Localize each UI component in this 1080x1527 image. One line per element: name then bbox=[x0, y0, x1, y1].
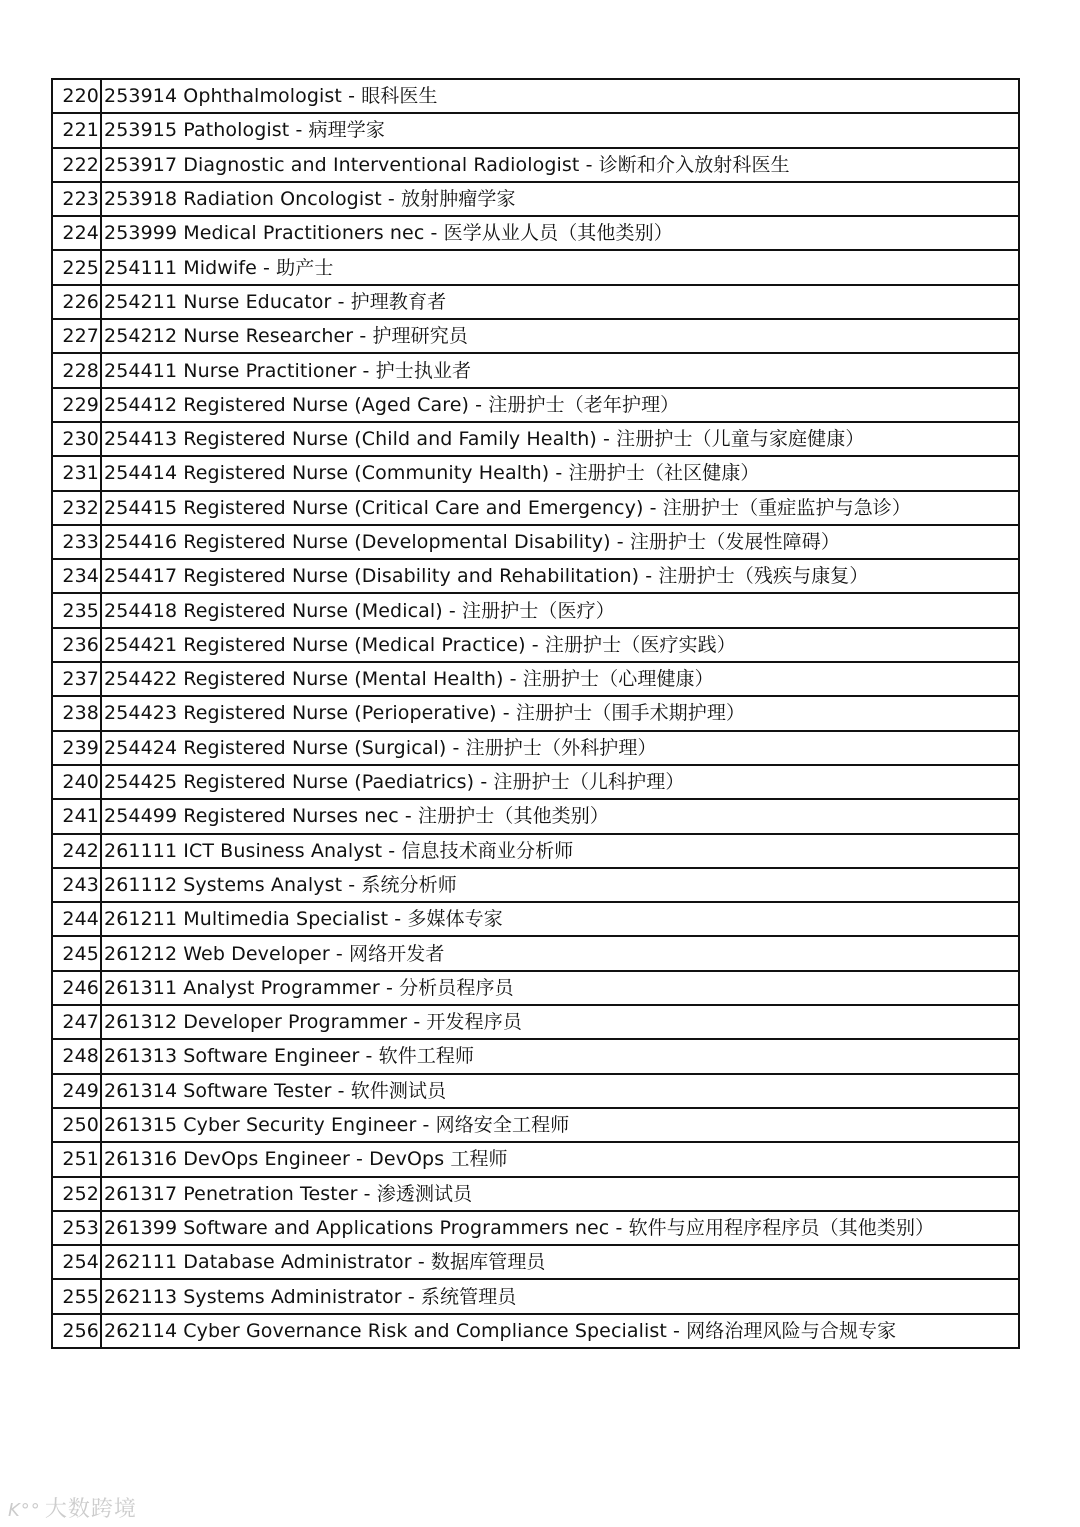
table-row bbox=[52, 216, 1019, 250]
table-row bbox=[52, 765, 1019, 799]
row-number: 253 bbox=[52, 1211, 101, 1245]
row-number: 233 bbox=[52, 525, 101, 559]
row-number: 242 bbox=[52, 834, 101, 868]
row-number: 220 bbox=[52, 79, 101, 113]
row-number: 248 bbox=[52, 1039, 101, 1073]
occupation-cell: 254413 Registered Nurse (Child and Family Health) - 注册护士（儿童与家庭健康） bbox=[101, 422, 1019, 456]
table-row bbox=[52, 1245, 1019, 1279]
occupation-cell: 254425 Registered Nurse (Paediatrics) - 注册护士（儿科护理） bbox=[101, 765, 1019, 799]
row-number: 245 bbox=[52, 936, 101, 970]
occupation-cell: 253915 Pathologist - 病理学家 bbox=[101, 113, 1019, 147]
occupation-cell: 262114 Cyber Governance Risk and Compliance Specialist - 网络治理风险与合规专家 bbox=[101, 1314, 1019, 1348]
row-number: 241 bbox=[52, 799, 101, 833]
occupation-cell: 261315 Cyber Security Engineer - 网络安全工程师 bbox=[101, 1108, 1019, 1142]
occupation-cell: 253999 Medical Practitioners nec - 医学从业人员（其他类别） bbox=[101, 216, 1019, 250]
table-row bbox=[52, 148, 1019, 182]
occupation-cell: 253914 Ophthalmologist - 眼科医生 bbox=[101, 79, 1019, 113]
table-row bbox=[52, 834, 1019, 868]
occupation-cell: 254411 Nurse Practitioner - 护士执业者 bbox=[101, 353, 1019, 387]
table-row bbox=[52, 1005, 1019, 1039]
occupation-cell: 261311 Analyst Programmer - 分析员程序员 bbox=[101, 971, 1019, 1005]
table-row bbox=[52, 662, 1019, 696]
table-row bbox=[52, 559, 1019, 593]
occupation-cell: 261399 Software and Applications Programmers nec - 软件与应用程序程序员（其他类别） bbox=[101, 1211, 1019, 1245]
table-row bbox=[52, 319, 1019, 353]
table-row bbox=[52, 902, 1019, 936]
occupation-cell: 254211 Nurse Educator - 护理教育者 bbox=[101, 285, 1019, 319]
row-number: 222 bbox=[52, 148, 101, 182]
table-row bbox=[52, 1142, 1019, 1176]
table-row bbox=[52, 628, 1019, 662]
row-number: 243 bbox=[52, 868, 101, 902]
row-number: 237 bbox=[52, 662, 101, 696]
table-row bbox=[52, 182, 1019, 216]
row-number: 229 bbox=[52, 388, 101, 422]
row-number: 249 bbox=[52, 1074, 101, 1108]
row-number: 231 bbox=[52, 456, 101, 490]
row-number: 251 bbox=[52, 1142, 101, 1176]
row-number: 250 bbox=[52, 1108, 101, 1142]
occupation-cell: 261212 Web Developer - 网络开发者 bbox=[101, 936, 1019, 970]
table-row bbox=[52, 388, 1019, 422]
row-number: 226 bbox=[52, 285, 101, 319]
occupation-cell: 261112 Systems Analyst - 系统分析师 bbox=[101, 868, 1019, 902]
occupation-cell: 261111 ICT Business Analyst - 信息技术商业分析师 bbox=[101, 834, 1019, 868]
row-number: 230 bbox=[52, 422, 101, 456]
row-number: 256 bbox=[52, 1314, 101, 1348]
occupation-cell: 254422 Registered Nurse (Mental Health) - 注册护士（心理健康） bbox=[101, 662, 1019, 696]
row-number: 232 bbox=[52, 491, 101, 525]
row-number: 255 bbox=[52, 1279, 101, 1313]
occupation-cell: 253918 Radiation Oncologist - 放射肿瘤学家 bbox=[101, 182, 1019, 216]
row-number: 254 bbox=[52, 1245, 101, 1279]
row-number: 227 bbox=[52, 319, 101, 353]
occupation-cell: 254499 Registered Nurses nec - 注册护士（其他类别） bbox=[101, 799, 1019, 833]
occupation-cell: 254424 Registered Nurse (Surgical) - 注册护士（外科护理） bbox=[101, 731, 1019, 765]
occupation-cell: 254415 Registered Nurse (Critical Care and Emergency) - 注册护士（重症监护与急诊） bbox=[101, 491, 1019, 525]
row-number: 239 bbox=[52, 731, 101, 765]
row-number: 225 bbox=[52, 250, 101, 284]
occupation-cell: 253917 Diagnostic and Interventional Radiologist - 诊断和介入放射科医生 bbox=[101, 148, 1019, 182]
watermark-text: 大数跨境 bbox=[44, 1497, 137, 1522]
table-row bbox=[52, 593, 1019, 627]
occupation-cell: 261314 Software Tester - 软件测试员 bbox=[101, 1074, 1019, 1108]
table-row bbox=[52, 1279, 1019, 1313]
table-row bbox=[52, 250, 1019, 284]
table-row bbox=[52, 525, 1019, 559]
table-row bbox=[52, 936, 1019, 970]
row-number: 236 bbox=[52, 628, 101, 662]
row-number: 224 bbox=[52, 216, 101, 250]
row-number: 228 bbox=[52, 353, 101, 387]
row-number: 244 bbox=[52, 902, 101, 936]
row-number: 240 bbox=[52, 765, 101, 799]
row-number: 223 bbox=[52, 182, 101, 216]
occupation-cell: 261316 DevOps Engineer - DevOps 工程师 bbox=[101, 1142, 1019, 1176]
table-row bbox=[52, 422, 1019, 456]
occupation-cell: 254111 Midwife - 助产士 bbox=[101, 250, 1019, 284]
row-number: 247 bbox=[52, 1005, 101, 1039]
occupation-cell: 261317 Penetration Tester - 渗透测试员 bbox=[101, 1177, 1019, 1211]
row-number: 238 bbox=[52, 696, 101, 730]
table-row bbox=[52, 696, 1019, 730]
occupation-table bbox=[51, 78, 1020, 1349]
table-row bbox=[52, 799, 1019, 833]
occupation-cell: 254418 Registered Nurse (Medical) - 注册护士（医疗） bbox=[101, 593, 1019, 627]
occupation-cell: 254421 Registered Nurse (Medical Practice) - 注册护士（医疗实践） bbox=[101, 628, 1019, 662]
row-number: 234 bbox=[52, 559, 101, 593]
table-row bbox=[52, 1108, 1019, 1142]
table-row bbox=[52, 1211, 1019, 1245]
table-row bbox=[52, 1074, 1019, 1108]
table-row bbox=[52, 1039, 1019, 1073]
table-row bbox=[52, 456, 1019, 490]
table-row bbox=[52, 285, 1019, 319]
table-row bbox=[52, 113, 1019, 147]
occupation-cell: 254416 Registered Nurse (Developmental Disability) - 注册护士（发展性障碍） bbox=[101, 525, 1019, 559]
occupation-cell: 262113 Systems Administrator - 系统管理员 bbox=[101, 1279, 1019, 1313]
row-number: 246 bbox=[52, 971, 101, 1005]
table-row bbox=[52, 353, 1019, 387]
row-number: 221 bbox=[52, 113, 101, 147]
table-row bbox=[52, 868, 1019, 902]
occupation-cell: 254212 Nurse Researcher - 护理研究员 bbox=[101, 319, 1019, 353]
occupation-cell: 262111 Database Administrator - 数据库管理员 bbox=[101, 1245, 1019, 1279]
table-row bbox=[52, 971, 1019, 1005]
table-row bbox=[52, 79, 1019, 113]
occupation-cell: 254414 Registered Nurse (Community Health) - 注册护士（社区健康） bbox=[101, 456, 1019, 490]
table-row bbox=[52, 1177, 1019, 1211]
occupation-cell: 254412 Registered Nurse (Aged Care) - 注册护士（老年护理） bbox=[101, 388, 1019, 422]
occupation-cell: 261313 Software Engineer - 软件工程师 bbox=[101, 1039, 1019, 1073]
occupation-cell: 261211 Multimedia Specialist - 多媒体专家 bbox=[101, 902, 1019, 936]
watermark bbox=[8, 1492, 137, 1523]
table-row bbox=[52, 731, 1019, 765]
occupation-cell: 254417 Registered Nurse (Disability and Rehabilitation) - 注册护士（残疾与康复） bbox=[101, 559, 1019, 593]
table-row bbox=[52, 491, 1019, 525]
occupation-cell: 254423 Registered Nurse (Perioperative) - 注册护士（围手术期护理） bbox=[101, 696, 1019, 730]
watermark-logo-icon: K°° bbox=[8, 1500, 41, 1521]
row-number: 235 bbox=[52, 593, 101, 627]
table-row bbox=[52, 1314, 1019, 1348]
row-number: 252 bbox=[52, 1177, 101, 1211]
occupation-cell: 261312 Developer Programmer - 开发程序员 bbox=[101, 1005, 1019, 1039]
